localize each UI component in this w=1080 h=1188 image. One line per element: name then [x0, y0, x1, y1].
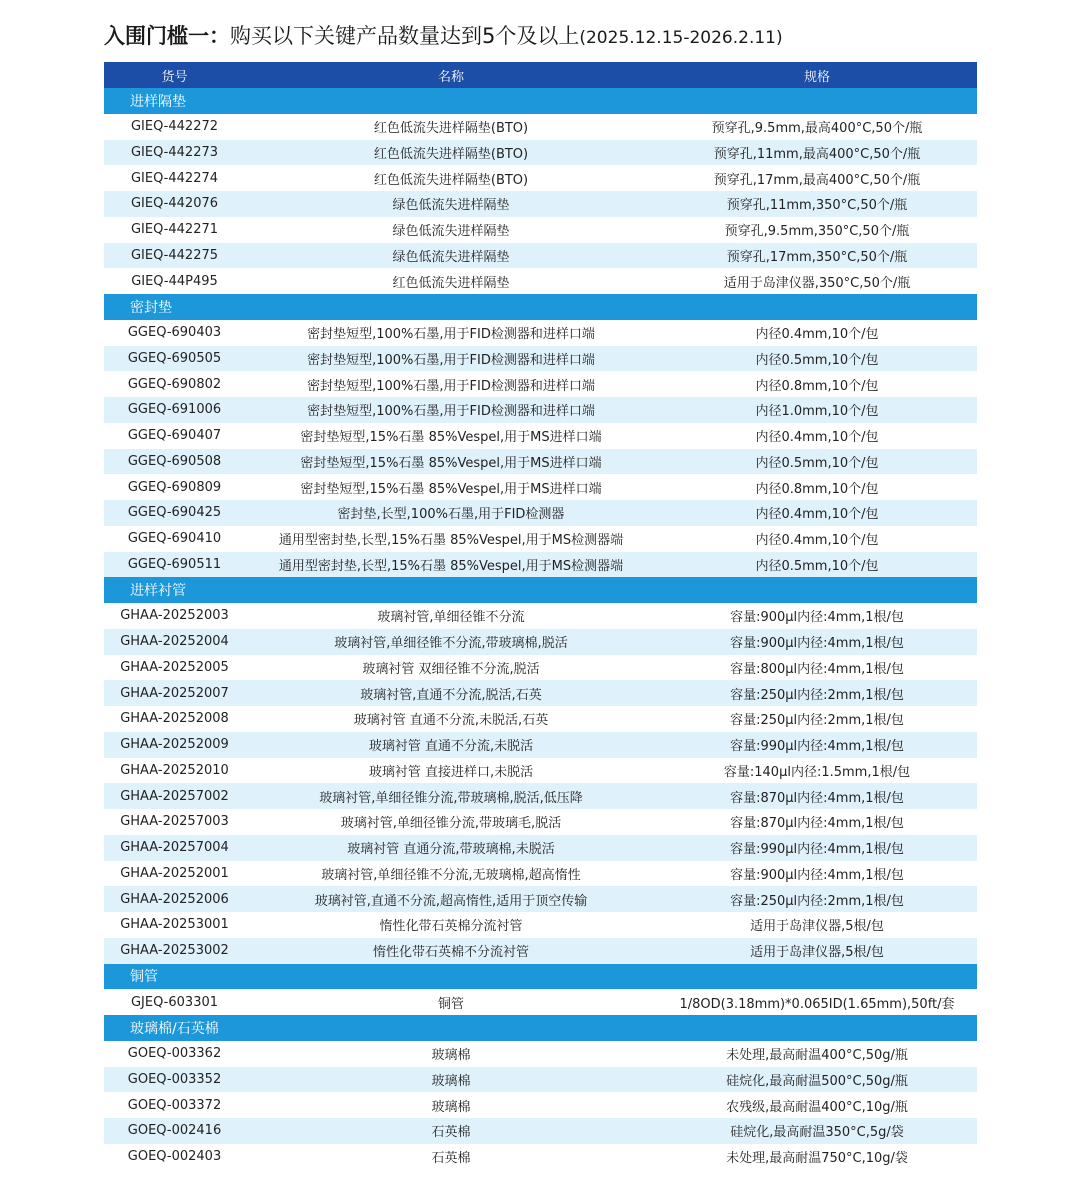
cell-name: 玻璃衬管 直接进样口,未脱活: [245, 758, 657, 784]
section-header-row: [104, 294, 977, 320]
cell-item-no: GIEQ-442272: [104, 114, 245, 140]
cell-spec: 内径1.0mm,10个/包: [657, 397, 977, 423]
page-heading: [104, 20, 783, 50]
table-row: [104, 474, 977, 500]
cell-item-no: GGEQ-690403: [104, 320, 245, 346]
table-row: [104, 449, 977, 475]
heading-bold: 入围门槛一：: [104, 24, 230, 48]
cell-spec: 容量:900μl内径:4mm,1根/包: [657, 629, 977, 655]
product-table: [104, 62, 977, 1170]
table-row: [104, 655, 977, 681]
cell-name: 玻璃衬管,单细径锥分流,带玻璃棉,脱活,低压降: [245, 783, 657, 809]
cell-item-no: GJEQ-603301: [104, 989, 245, 1015]
table-row: [104, 989, 977, 1015]
cell-spec: 内径0.5mm,10个/包: [657, 346, 977, 372]
cell-name: 绿色低流失进样隔垫: [245, 191, 657, 217]
table-row: [104, 861, 977, 887]
cell-name: 惰性化带石英棉不分流衬管: [245, 938, 657, 964]
table-row: [104, 217, 977, 243]
cell-name: 石英棉: [245, 1118, 657, 1144]
cell-spec: 内径0.4mm,10个/包: [657, 526, 977, 552]
cell-item-no: GOEQ-003362: [104, 1041, 245, 1067]
cell-item-no: GHAA-20252009: [104, 732, 245, 758]
cell-spec: 容量:250μl内径:2mm,1根/包: [657, 680, 977, 706]
cell-spec: 容量:990μl内径:4mm,1根/包: [657, 732, 977, 758]
table-row: [104, 886, 977, 912]
cell-spec: 预穿孔,17mm,最高400°C,50个/瓶: [657, 165, 977, 191]
cell-name: 绿色低流失进样隔垫: [245, 217, 657, 243]
cell-item-no: GHAA-20252003: [104, 603, 245, 629]
cell-spec: 内径0.8mm,10个/包: [657, 474, 977, 500]
cell-name: 红色低流失进样隔垫(BTO): [245, 114, 657, 140]
cell-name: 密封垫短型,100%石墨,用于FID检测器和进样口端: [245, 371, 657, 397]
cell-name: 玻璃棉: [245, 1067, 657, 1093]
cell-item-no: GIEQ-442274: [104, 165, 245, 191]
section-title: 进样隔垫: [104, 88, 977, 114]
table-row: [104, 938, 977, 964]
table-row: [104, 552, 977, 578]
table-row: [104, 1144, 977, 1170]
section-title: 铜管: [104, 964, 977, 990]
table-row: [104, 1092, 977, 1118]
cell-spec: 容量:870μl内径:4mm,1根/包: [657, 783, 977, 809]
section-header-row: [104, 964, 977, 990]
cell-spec: 内径0.4mm,10个/包: [657, 320, 977, 346]
cell-name: 铜管: [245, 989, 657, 1015]
cell-name: 密封垫短型,15%石墨 85%Vespel,用于MS进样口端: [245, 474, 657, 500]
cell-name: 密封垫短型,15%石墨 85%Vespel,用于MS进样口端: [245, 449, 657, 475]
header-name: 名称: [245, 62, 657, 88]
cell-item-no: GGEQ-690410: [104, 526, 245, 552]
cell-name: 玻璃衬管 直通分流,带玻璃棉,未脱活: [245, 835, 657, 861]
cell-item-no: GOEQ-002403: [104, 1144, 245, 1170]
section-title: 玻璃棉/石英棉: [104, 1015, 977, 1041]
cell-item-no: GGEQ-690425: [104, 500, 245, 526]
cell-spec: 内径0.4mm,10个/包: [657, 500, 977, 526]
cell-item-no: GIEQ-442273: [104, 140, 245, 166]
cell-spec: 农残级,最高耐温400°C,10g/瓶: [657, 1092, 977, 1118]
cell-spec: 预穿孔,9.5mm,350°C,50个/瓶: [657, 217, 977, 243]
cell-spec: 1/8OD(3.18mm)*0.065ID(1.65mm),50ft/套: [657, 989, 977, 1015]
cell-spec: 预穿孔,11mm,最高400°C,50个/瓶: [657, 140, 977, 166]
table-row: [104, 783, 977, 809]
table-row: [104, 320, 977, 346]
table-row: [104, 1118, 977, 1144]
cell-name: 绿色低流失进样隔垫: [245, 243, 657, 269]
table-row: [104, 371, 977, 397]
cell-name: 石英棉: [245, 1144, 657, 1170]
cell-name: 密封垫短型,15%石墨 85%Vespel,用于MS进样口端: [245, 423, 657, 449]
cell-spec: 未处理,最高耐温400°C,50g/瓶: [657, 1041, 977, 1067]
table-row: [104, 500, 977, 526]
table-row: [104, 912, 977, 938]
cell-item-no: GOEQ-003372: [104, 1092, 245, 1118]
cell-name: 玻璃衬管,单细径锥不分流: [245, 603, 657, 629]
cell-spec: 内径0.5mm,10个/包: [657, 449, 977, 475]
cell-name: 红色低流失进样隔垫: [245, 268, 657, 294]
header-item-no: 货号: [104, 62, 245, 88]
cell-item-no: GGEQ-690802: [104, 371, 245, 397]
table-row: [104, 629, 977, 655]
cell-name: 密封垫短型,100%石墨,用于FID检测器和进样口端: [245, 397, 657, 423]
table-header-row: [104, 62, 977, 88]
cell-name: 红色低流失进样隔垫(BTO): [245, 140, 657, 166]
cell-item-no: GHAA-20257004: [104, 835, 245, 861]
cell-spec: 适用于岛津仪器,350°C,50个/瓶: [657, 268, 977, 294]
cell-spec: 预穿孔,17mm,350°C,50个/瓶: [657, 243, 977, 269]
cell-name: 玻璃衬管 双细径锥不分流,脱活: [245, 655, 657, 681]
cell-spec: 容量:800μl内径:4mm,1根/包: [657, 655, 977, 681]
cell-spec: 未处理,最高耐温750°C,10g/袋: [657, 1144, 977, 1170]
header-spec: 规格: [657, 62, 977, 88]
cell-item-no: GHAA-20257002: [104, 783, 245, 809]
cell-spec: 预穿孔,9.5mm,最高400°C,50个/瓶: [657, 114, 977, 140]
cell-item-no: GHAA-20252010: [104, 758, 245, 784]
cell-item-no: GHAA-20252006: [104, 886, 245, 912]
table-row: [104, 397, 977, 423]
cell-item-no: GGEQ-690809: [104, 474, 245, 500]
cell-item-no: GIEQ-442275: [104, 243, 245, 269]
cell-name: 玻璃衬管,直通不分流,脱活,石英: [245, 680, 657, 706]
cell-spec: 容量:870μl内径:4mm,1根/包: [657, 809, 977, 835]
section-header-row: [104, 1015, 977, 1041]
section-title: 密封垫: [104, 294, 977, 320]
heading-date: (2025.12.15-2026.2.11): [579, 28, 783, 48]
cell-spec: 容量:990μl内径:4mm,1根/包: [657, 835, 977, 861]
table-row: [104, 732, 977, 758]
table-row: [104, 423, 977, 449]
table-row: [104, 114, 977, 140]
cell-spec: 预穿孔,11mm,350°C,50个/瓶: [657, 191, 977, 217]
cell-item-no: GGEQ-690508: [104, 449, 245, 475]
cell-item-no: GIEQ-442271: [104, 217, 245, 243]
cell-spec: 适用于岛津仪器,5根/包: [657, 938, 977, 964]
cell-item-no: GOEQ-002416: [104, 1118, 245, 1144]
cell-spec: 内径0.4mm,10个/包: [657, 423, 977, 449]
cell-spec: 容量:900μl内径:4mm,1根/包: [657, 603, 977, 629]
table-row: [104, 165, 977, 191]
cell-spec: 容量:140μl内径:1.5mm,1根/包: [657, 758, 977, 784]
cell-spec: 硅烷化,最高耐温350°C,5g/袋: [657, 1118, 977, 1144]
cell-name: 通用型密封垫,长型,15%石墨 85%Vespel,用于MS检测器端: [245, 552, 657, 578]
cell-name: 玻璃衬管,单细径锥不分流,无玻璃棉,超高惰性: [245, 861, 657, 887]
cell-item-no: GOEQ-003352: [104, 1067, 245, 1093]
cell-item-no: GHAA-20253001: [104, 912, 245, 938]
cell-spec: 内径0.5mm,10个/包: [657, 552, 977, 578]
table-row: [104, 268, 977, 294]
cell-name: 密封垫短型,100%石墨,用于FID检测器和进样口端: [245, 346, 657, 372]
cell-name: 密封垫,长型,100%石墨,用于FID检测器: [245, 500, 657, 526]
cell-name: 玻璃衬管,单细径锥分流,带玻璃毛,脱活: [245, 809, 657, 835]
cell-item-no: GHAA-20252004: [104, 629, 245, 655]
cell-item-no: GHAA-20257003: [104, 809, 245, 835]
table-row: [104, 758, 977, 784]
cell-name: 通用型密封垫,长型,15%石墨 85%Vespel,用于MS检测器端: [245, 526, 657, 552]
cell-name: 惰性化带石英棉分流衬管: [245, 912, 657, 938]
cell-item-no: GGEQ-690407: [104, 423, 245, 449]
cell-name: 玻璃衬管 直通不分流,未脱活: [245, 732, 657, 758]
cell-name: 密封垫短型,100%石墨,用于FID检测器和进样口端: [245, 320, 657, 346]
cell-item-no: GGEQ-690511: [104, 552, 245, 578]
table-row: [104, 680, 977, 706]
cell-item-no: GIEQ-442076: [104, 191, 245, 217]
table-row: [104, 706, 977, 732]
cell-item-no: GGEQ-690505: [104, 346, 245, 372]
table-row: [104, 243, 977, 269]
cell-name: 玻璃衬管,直通不分流,超高惰性,适用于顶空传输: [245, 886, 657, 912]
cell-name: 玻璃衬管 直通不分流,未脱活,石英: [245, 706, 657, 732]
cell-spec: 内径0.8mm,10个/包: [657, 371, 977, 397]
table-row: [104, 191, 977, 217]
cell-item-no: GHAA-20252001: [104, 861, 245, 887]
cell-name: 玻璃衬管,单细径锥不分流,带玻璃棉,脱活: [245, 629, 657, 655]
table-row: [104, 1041, 977, 1067]
table-row: [104, 526, 977, 552]
table-row: [104, 1067, 977, 1093]
cell-spec: 适用于岛津仪器,5根/包: [657, 912, 977, 938]
table-row: [104, 603, 977, 629]
cell-item-no: GIEQ-44P495: [104, 268, 245, 294]
cell-spec: 容量:250μl内径:2mm,1根/包: [657, 886, 977, 912]
table-row: [104, 809, 977, 835]
cell-spec: 容量:900μl内径:4mm,1根/包: [657, 861, 977, 887]
cell-name: 玻璃棉: [245, 1092, 657, 1118]
cell-spec: 硅烷化,最高耐温500°C,50g/瓶: [657, 1067, 977, 1093]
cell-item-no: GHAA-20252005: [104, 655, 245, 681]
section-header-row: [104, 577, 977, 603]
heading-text: 购买以下关键产品数量达到5个及以上: [230, 24, 580, 48]
cell-name: 红色低流失进样隔垫(BTO): [245, 165, 657, 191]
cell-item-no: GHAA-20252007: [104, 680, 245, 706]
section-title: 进样衬管: [104, 577, 977, 603]
cell-name: 玻璃棉: [245, 1041, 657, 1067]
table-row: [104, 835, 977, 861]
section-header-row: [104, 88, 977, 114]
table-row: [104, 140, 977, 166]
cell-spec: 容量:250μl内径:2mm,1根/包: [657, 706, 977, 732]
cell-item-no: GGEQ-691006: [104, 397, 245, 423]
cell-item-no: GHAA-20253002: [104, 938, 245, 964]
table-row: [104, 346, 977, 372]
cell-item-no: GHAA-20252008: [104, 706, 245, 732]
